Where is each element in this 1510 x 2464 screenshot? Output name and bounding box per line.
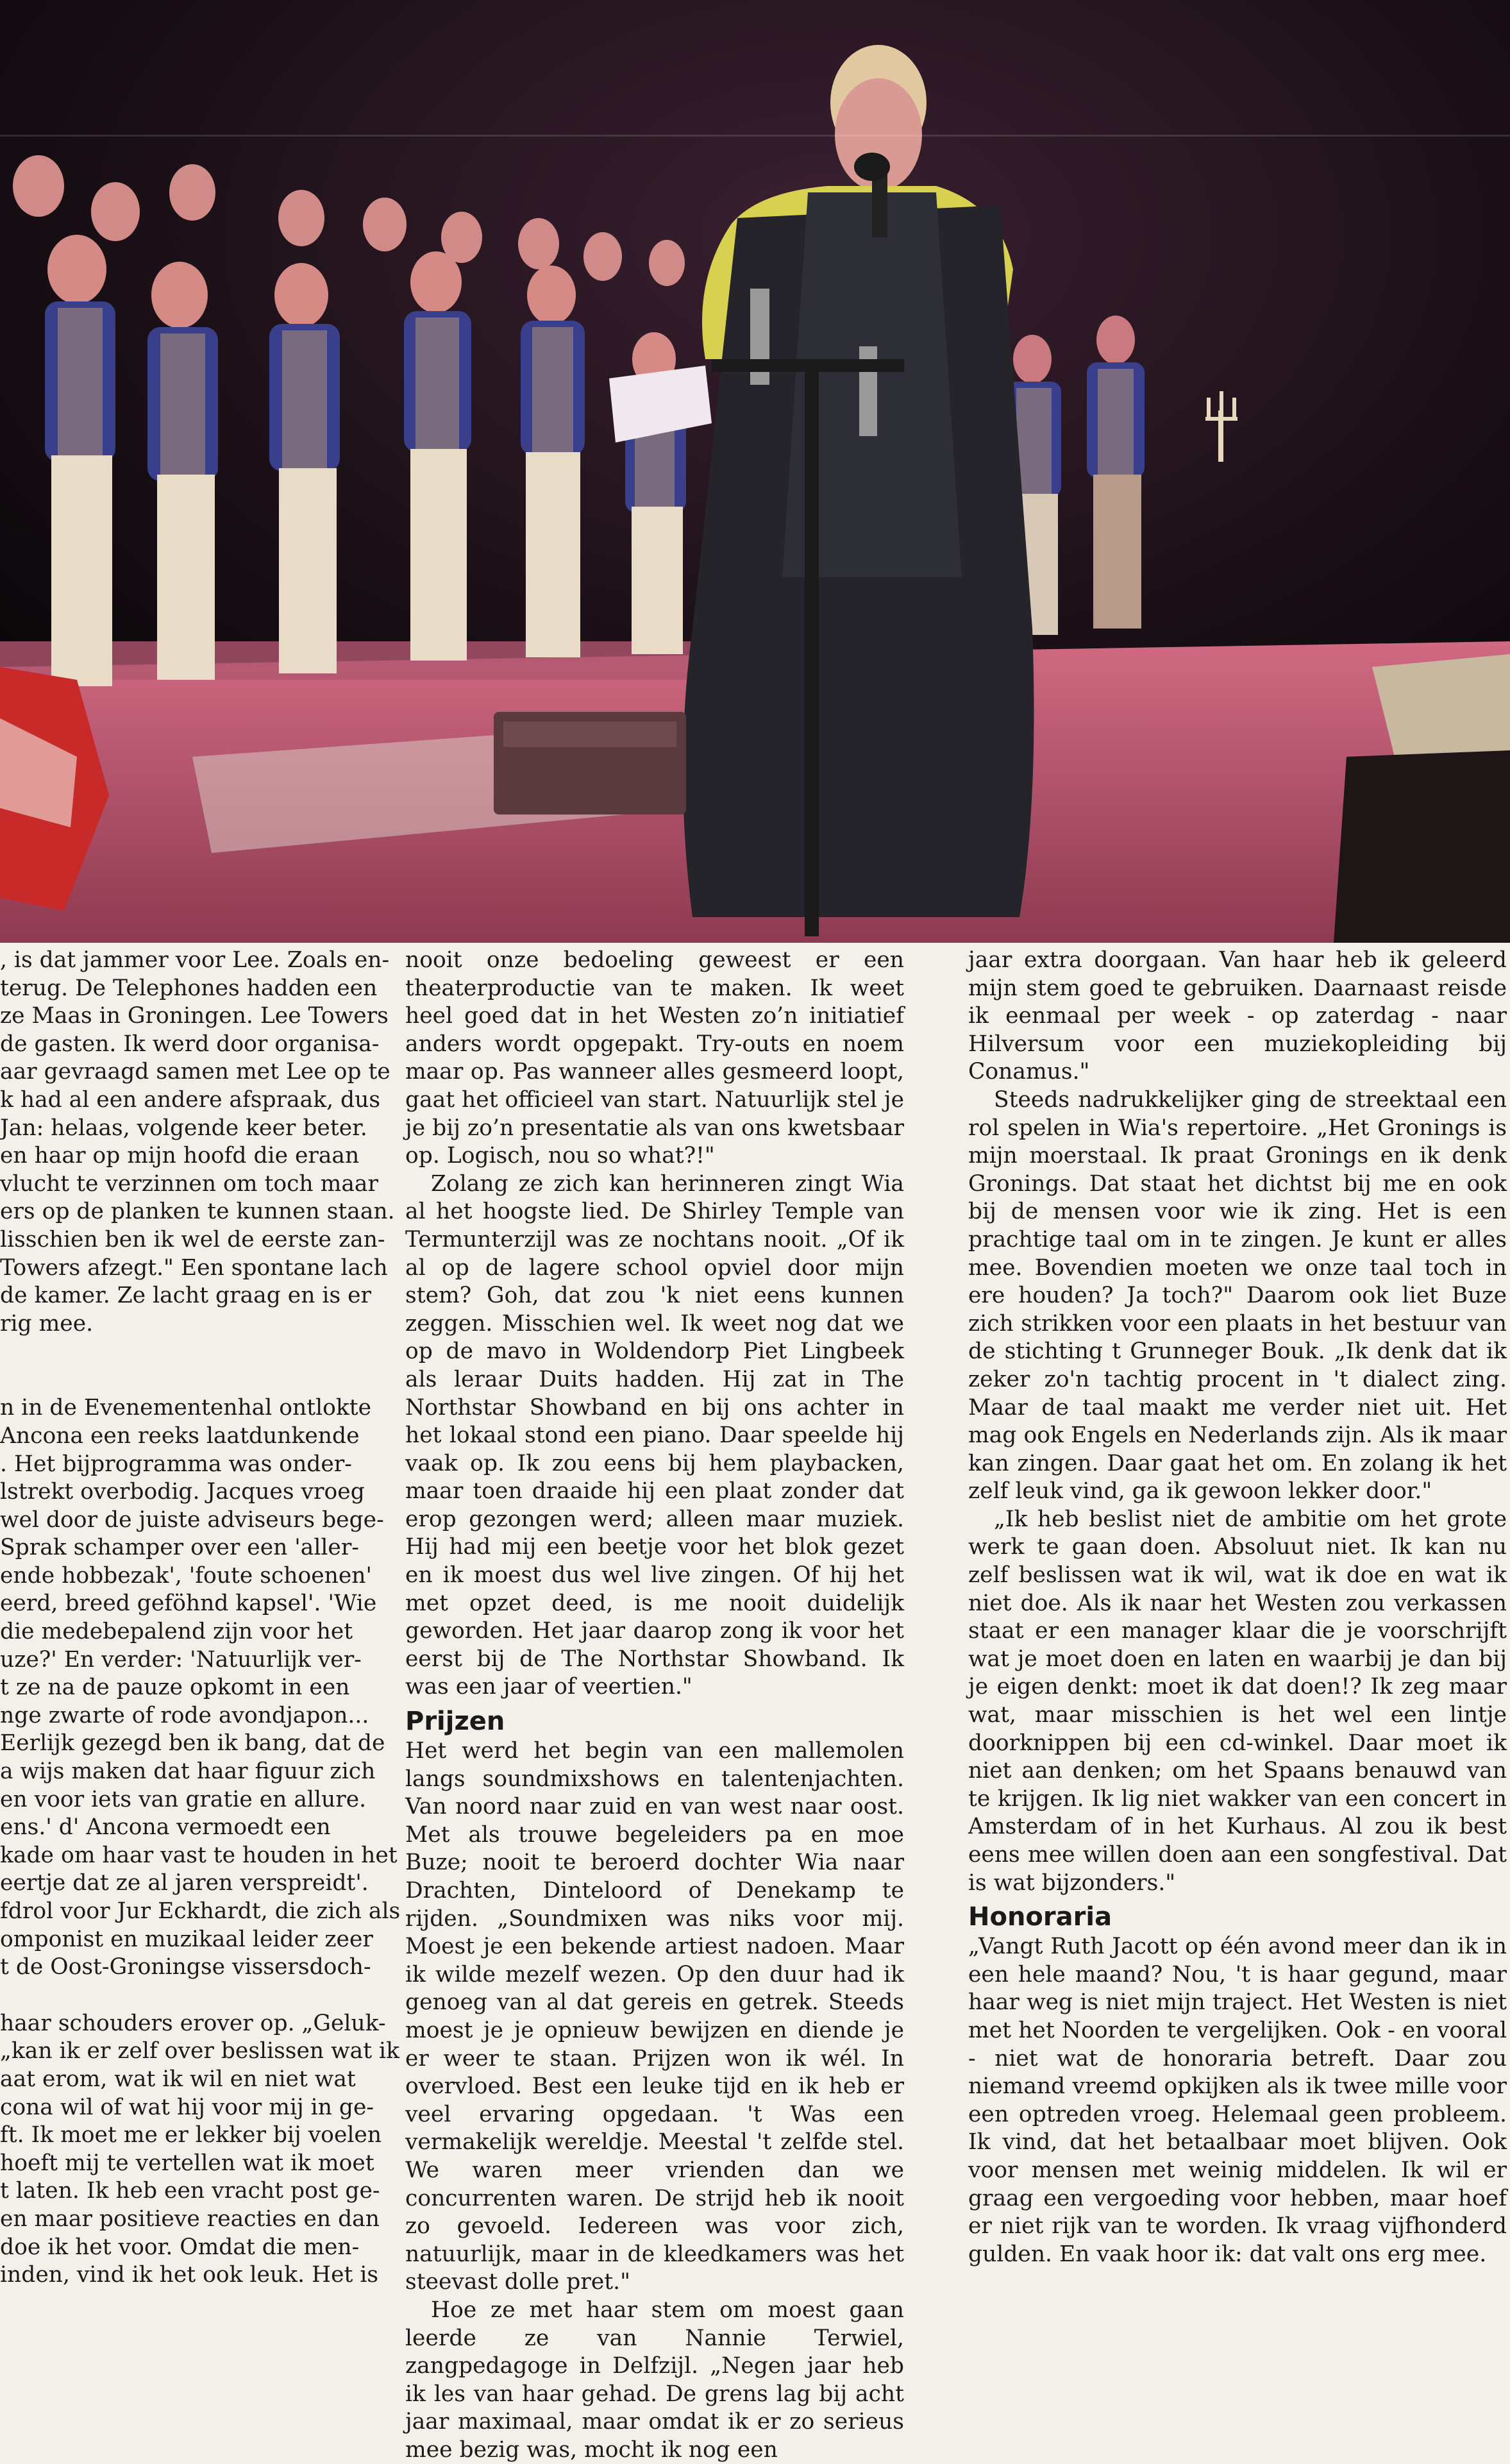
column1-line: doe ik het voor. Omdat die men- — [0, 2234, 360, 2260]
column1-line: uze?' En verder: 'Natuurlijk ver- — [0, 1646, 362, 1673]
column1-line: Towers afzegt." Een spontane lach — [0, 1254, 388, 1281]
column3-paragraph-4: „Vangt Ruth Jacott op één avond meer dan ik in een hele maand? Nou, 't is haar gegund, maar haar weg is niet mijn traject. Het Westen is niet met het Noorden te vergelijken. Ook - en vooral - niet wat de honoraria betreft. Daar zou niemand vreemd opkijken als ik twee mille voor een optreden vroeg. Helemaal geen probleem. Ik vind, dat het betaalbaar moet blijven. Ook voor mensen met weinig middelen. Ik wil er graag een vergoeding voor hebben, maar hoef er niet rijk van te worden. Ik vraag vijfhonderd gulden. En vaak hoor ik: dat valt ons erg mee. — [968, 1934, 1507, 2267]
column1-line: kade om haar vast te houden in het — [0, 1842, 398, 1868]
column1-line: vlucht te verzinnen om toch maar — [0, 1170, 378, 1197]
column1-line: eertje dat ze al jaren verspreidt'. — [0, 1870, 369, 1896]
column1-line: Eerlijk gezegd ben ik bang, dat de — [0, 1730, 385, 1757]
stage-illustration — [0, 0, 1510, 943]
subheading-prijzen: Prijzen — [405, 1707, 505, 1737]
column2-paragraph-3: Het werd het begin van een mallemolen langs soundmixshows en talentenjachten. Van noord naar zuid en van west naar oost. Met als trouwe begeleiders pa en moe Buze; nooit te beroerd dochter Wia naar Drachten, Dinteloord of Denekamp te rijden. „Soundmixen was niks voor mij. Moest je een bekende artiest nadoen. Maar ik wilde mezelf wezen. Op den duur had ik genoeg van al dat gereis en getrek. Steeds moest je je opnieuw bewijzen en diende je er weer te staan. Prijzen won ik wél. In overvloed. Best een leuke tijd en ik heb er veel ervaring opgedaan. 't Was een vermakelijk wereldje. Meestal 't zelfde stel. We waren meer vrienden dan we concurrenten waren. De strijd heb ik nooit zo gevoeld. Iedereen was voor zich, natuurlijk, maar in de kleedkamers was het steevast dolle pret." — [405, 1738, 904, 2295]
column1-line: ft. Ik moet me er lekker bij voelen — [0, 2122, 382, 2148]
column1-paragraph-2 — [0, 1394, 401, 1981]
column1-line: . Het bijprogramma was onder- — [0, 1451, 352, 1477]
page-fold — [0, 135, 1510, 137]
article-column-3 — [968, 947, 1507, 2267]
article-column-2 — [405, 947, 904, 2463]
column2-intro: nooit onze bedoeling geweest er een theaterproductie van te maken. Ik weet heel goed dat in het Westen zo’n initiatief anders wordt opgepakt. Try-outs en noem maar op. Pas wanneer alles gesmeerd loopt, gaat het officieel van start. Natuurlijk stel je je bij zo’n presentatie als van ons kwetsbaar op. Logisch, nou so what?!" — [405, 947, 904, 1169]
column1-line: k had al een andere afspraak, dus — [0, 1086, 381, 1113]
column1-line: de kamer. Ze lacht graag en is er — [0, 1283, 372, 1309]
column1-line: rig mee. — [0, 1310, 94, 1337]
column1-line: ende hobbezak', 'foute schoenen' — [0, 1562, 373, 1589]
column1-line: cona wil of wat hij voor mij in ge- — [0, 2094, 374, 2120]
column1-line: de gasten. Ik werd door organisa- — [0, 1031, 380, 1057]
column3-paragraph-1: jaar extra doorgaan. Van haar heb ik geleerd mijn stem goed te gebruiken. Daarnaast reisde ik eenmaal per week - op zaterdag - naar Hilversum voor een muziekopleiding bij Conamus." — [968, 947, 1507, 1085]
column1-line: Sprak schamper over een 'aller- — [0, 1535, 359, 1561]
column1-line: en maar positieve reacties en dan — [0, 2206, 380, 2232]
column1-line: inden, vind ik het ook leuk. Het is — [0, 2262, 379, 2288]
column1-line: eerd, breed geföhnd kapsel'. 'Wie — [0, 1591, 377, 1617]
column1-line: haar schouders erover op. „Geluk- — [0, 2010, 386, 2036]
subheading-honoraria: Honoraria — [968, 1902, 1112, 1932]
column1-line: fdrol voor Jur Eckhardt, die zich als — [0, 1898, 401, 1924]
column1-line: terug. De Telephones hadden een — [0, 975, 378, 1001]
column2-paragraph-2: Zolang ze zich kan herinneren zingt Wia al het hoogste lied. De Shirley Temple van Termunterzijl was ze nochtans nooit. „Of ik al op de lagere school opviel door mijn stem? Goh, dat zou 'k niet eens kunnen zeggen. Misschien wel. Ik weet nog dat we op de mavo in Woldendorp Piet Lingbeek als leraar Duits hadden. Hij zat in The Northstar Showband en bij ons achter in het lokaal stond een piano. Daar speelde hij vaak op. Ik zou eens bij hem playbacken, maar toen draaide hij een plaat zonder dat erop gezongen werd; alleen maar muziek. Hij had mij een beetje voor het blok gezet en ik moest dus wel live zingen. Of hij het met opzet deed, is me nooit duidelijk geworden. Het jaar daarop zong ik voor het eerst bij de The Northstar Showband. Ik was een jaar of veertien." — [405, 1170, 904, 1700]
column1-paragraph-3 — [0, 2010, 399, 2290]
column3-paragraph-3: „Ik heb beslist niet de ambitie om het grote werk te gaan doen. Absoluut niet. Ik kan nu zelf beslissen wat ik wil, wat ik doe en wat ik niet doe. Als ik naar het Westen zou verkassen staat er een manager klaar die je voorschrijft wat je moet doen en laten en waarbij je dan bij je eigen denkt: moet ik dat doen!? Ik zeg maar wat, maar misschien is het wel een lintje doorknippen bij een cd-winkel. Daar moet ik niet aan denken; om het Spaans benauwd van te krijgen. Ik lig niet wakker van een concert in Amsterdam of in het Kurhaus. Al zou ik best eens mee willen doen aan een songfestival. Dat is wat bijzonders." — [968, 1506, 1507, 1896]
column1-line: omponist en muzikaal leider zeer — [0, 1926, 373, 1952]
column1-line: nge zwarte of rode avondjapon... — [0, 1702, 369, 1728]
column1-line: Jan: helaas, volgende keer beter. — [0, 1115, 367, 1141]
column1-line: t laten. Ik heb een vracht post ge- — [0, 2178, 380, 2204]
column1-line: ze Maas in Groningen. Lee Towers — [0, 1003, 389, 1029]
column1-line: t ze na de pauze opkomt in een — [0, 1675, 350, 1701]
column1-line: aar gevraagd samen met Lee op te — [0, 1059, 390, 1085]
column1-line: ens.' d' Ancona vermoedt een — [0, 1814, 331, 1841]
column1-line: die medebepalend zijn voor het — [0, 1619, 353, 1645]
column1-line: ers op de planken te kunnen staan. — [0, 1199, 395, 1225]
column1-line: „kan ik er zelf over beslissen wat ik — [0, 2038, 399, 2064]
concert-photo — [0, 0, 1510, 943]
article-column-1 — [0, 947, 401, 2288]
column1-line: Ancona een reeks laatdunkende — [0, 1422, 360, 1449]
column1-line: aat erom, wat ik wil en niet wat — [0, 2066, 356, 2092]
column1-line: en voor iets van gratie en allure. — [0, 1786, 367, 1812]
column1-line: a wijs maken dat haar figuur zich — [0, 1759, 376, 1785]
column1-line: t de Oost-Groningse vissersdoch- — [0, 1954, 371, 1980]
column1-line: n in de Evenementenhal ontlokte — [0, 1395, 372, 1421]
column1-line: hoeft mij te vertellen wat ik moet — [0, 2150, 374, 2176]
column1-line: wel door de juiste adviseurs bege- — [0, 1506, 384, 1533]
column2-paragraph-4: Hoe ze met haar stem om moest gaan leerde ze van Nannie Terwiel, zangpedagoge in Delfzijl. „Negen jaar heb ik les van haar gehad. De grens lag bij acht jaar maximaal, maar omdat ik er zo serieus mee bezig was, mocht ik nog een — [405, 2297, 904, 2463]
column1-line: lisschien ben ik wel de eerste zan- — [0, 1226, 385, 1253]
column3-paragraph-2: Steeds nadrukkelijker ging de streektaal een rol spelen in Wia's repertoire. „Het Gronings is mijn moerstaal. Ik praat Gronings en ik denk Gronings. Dat staat het dichtst bij me en ook bij de mensen voor wie ik zing. Het is een prachtige taal om in te zingen. Je kunt er alles mee. Bovendien moeten we onze taal toch in ere houden? Ja toch?" Daarom ook liet Buze zich strikken voor een plaats in het bestuur van de stichting t Grunneger Bouk. „Ik denk dat ik zeker zo'n tachtig procent in 't dialect zing. Maar de taal maakt me verder niet uit. Het mag ook Engels en Nederlands zijn. Als ik maar kan zingen. Daar gaat het om. En zolang ik het zelf leuk vind, ga ik gewoon lekker door." — [968, 1086, 1507, 1505]
column1-paragraph-1 — [0, 947, 395, 1338]
column1-line: lstrekt overbodig. Jacques vroeg — [0, 1479, 365, 1505]
column1-line: , is dat jammer voor Lee. Zoals en- — [0, 947, 390, 973]
column1-line: en haar op mijn hoofd die eraan — [0, 1143, 360, 1169]
